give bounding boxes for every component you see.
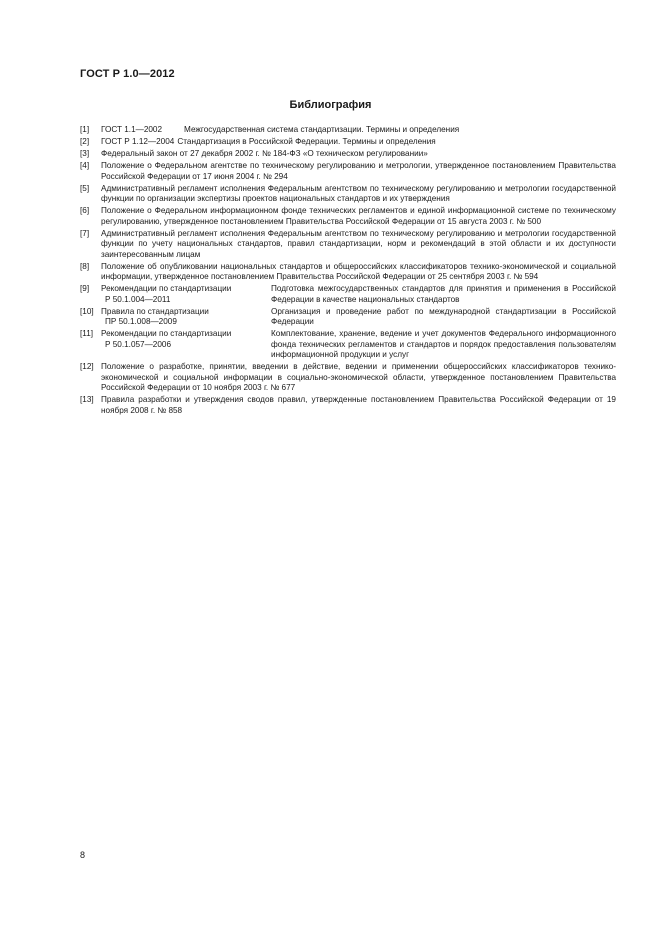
bibliography-list: [80, 125, 616, 418]
bibliography-entry: [80, 229, 616, 261]
bibliography-entry: [80, 206, 616, 227]
entry-text: Административный регламент исполнения Федеральным агентством по техническому регулированию и метрологии государственной функции по учету национальных стандартов, правил стандартизации, норм и рекомендаций в этой области и их доступности заинтересованным лицам: [101, 228, 616, 259]
entry-number: [11]: [80, 329, 94, 338]
entry-text: Положение о Федеральном информационном фонде технических регламентов и единой информационной системе по техническому регулированию, утвержденное постановлением Правительства Российской Федерации от 15 августа 2003 г. № 500: [101, 206, 616, 226]
entry-text: Административный регламент исполнения Федеральным агентством по техническому регулированию и метрологии государственной функции по организации экспертизы проектов национальных стандартов и их утверждения: [101, 183, 616, 203]
bibliography-entry: [80, 362, 616, 394]
entry-doc-type: Рекомендации по стандартизации: [101, 329, 232, 338]
entry-number: [13]: [80, 395, 94, 404]
bibliography-entry: [80, 184, 616, 205]
entry-text: Комплектование, хранение, ведение и учет документов Федерального информационного фонда технических регламентов и стандартов и порядок предоставления пользователям информационной продукции и услуг: [271, 329, 616, 359]
entry-text: Правила разработки и утверждения сводов правил, утвержденные постановлением Правительства Российской Федерации от 19 ноября 2008 г. № 858: [101, 395, 616, 415]
entry-number: [12]: [80, 362, 94, 371]
entry-text: Положение о Федеральном агентстве по техническому регулированию и метрологии, утвержденное постановлением Правительства Российской Федерации от 17 июня 2004 г. № 294: [101, 161, 616, 181]
entry-number: [9]: [80, 284, 90, 293]
entry-number: [10]: [80, 306, 94, 316]
entry-text: Межгосударственная система стандартизации. Термины и определения: [184, 125, 460, 134]
entry-text: Положение об опубликовании национальных стандартов и общероссийских классификаторов технико-экономической и социальной информации, утвержденное постановлением Правительства Российской Федерации от 25 сентября 2003 г. № 594: [101, 261, 616, 281]
page-number: 8: [80, 850, 86, 860]
section-title: Библиография: [289, 99, 372, 111]
entry-number: [8]: [80, 261, 90, 271]
bibliography-entry: [80, 161, 616, 182]
entry-number: [2]: [80, 137, 90, 146]
entry-number: [5]: [80, 183, 90, 193]
entry-text: Организация и проведение работ по международной стандартизации в Российской Федерации: [271, 306, 616, 326]
entry-code: ГОСТ Р 1.12—2004: [101, 137, 175, 146]
entry-code: Р 50.1.057—2006: [105, 339, 172, 349]
entry-number: [3]: [80, 149, 90, 158]
entry-text: Федеральный закон от 27 декабря 2002 г. № 184-ФЗ «О техническом регулировании»: [101, 149, 428, 158]
bibliography-entry: [80, 149, 616, 160]
entry-number: [6]: [80, 206, 90, 215]
document-code: ГОСТ Р 1.0—2012: [80, 68, 175, 80]
entry-code: ПР 50.1.008—2009: [105, 317, 177, 326]
entry-number: [4]: [80, 161, 90, 170]
entry-code: ГОСТ 1.1—2002: [101, 125, 163, 134]
bibliography-entry: [80, 284, 616, 305]
entry-text: Подготовка межгосударственных стандартов для принятия и применения в Российской Федерации в качестве национальных стандартов: [271, 284, 616, 304]
bibliography-entry: [80, 307, 616, 328]
entry-code: Р 50.1.004—2011: [105, 294, 171, 304]
bibliography-entry: [80, 329, 616, 361]
bibliography-entry: [80, 137, 616, 148]
entry-doc-type: Рекомендации по стандартизации: [101, 284, 232, 293]
bibliography-entry: [80, 262, 616, 283]
entry-number: [7]: [80, 228, 90, 238]
entry-number: [1]: [80, 125, 90, 134]
bibliography-entry: [80, 125, 616, 136]
bibliography-entry: [80, 395, 616, 416]
entry-doc-type: Правила по стандартизации: [101, 306, 209, 316]
entry-text: Положение о разработке, принятии, введении в действие, ведении и применении общероссийских классификаторов технико-экономической и социальной информации в социально-экономической области, утвержденное постановлением Правительства Российской Федерации от 10 ноября 2003 г. № 677: [101, 362, 616, 392]
entry-text: Стандартизация в Российской Федерации. Термины и определения: [177, 137, 436, 146]
